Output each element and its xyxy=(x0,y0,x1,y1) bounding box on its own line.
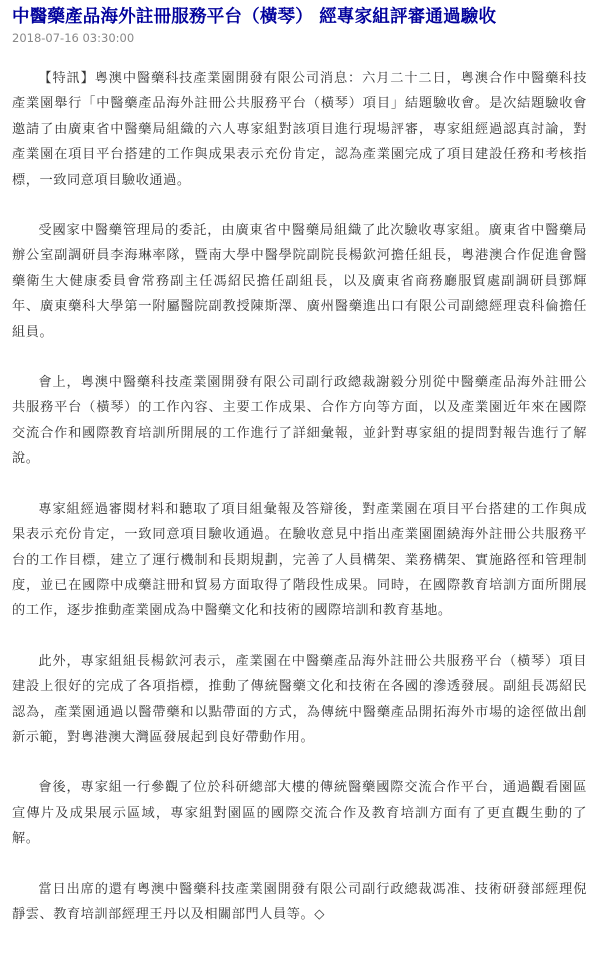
article-body xyxy=(12,66,587,927)
article-paragraph-7: 當日出席的還有粵澳中醫藥科技產業園開發有限公司副行政總裁馮准、技術研發部經理倪靜雲、教育培訓部經理王丹以及相關部門人員等。◇ xyxy=(12,881,587,922)
article-paragraph-5: 此外，專家組組長楊欽河表示，產業園在中醫藥產品海外註冊公共服務平台（橫琴）項目建設上很好的完成了各項指標，推動了傳統醫藥文化和技術在各國的滲透發展。副組長馮紹民認為，產業園通過以醫帶藥和以點帶面的方式，為傳統中醫藥產品開拓海外市場的途徑做出創新示範，對粵港澳大灣區發展起到良好帶動作用。 xyxy=(12,653,587,745)
article-paragraph-3: 會上，粵澳中醫藥科技產業園開發有限公司副行政總裁謝毅分別從中醫藥產品海外註冊公共服務平台（橫琴）的工作內容、主要工作成果、合作方向等方面，以及產業園近年來在國際交流合作和國際教育培訓所開展的工作進行了詳細彙報，並針對專家組的提問對報告進行了解說。 xyxy=(12,375,587,467)
article-paragraph-1: 【特訊】粵澳中醫藥科技產業園開發有限公司消息：六月二十二日，粵澳合作中醫藥科技產業園舉行「中醫藥產品海外註冊公共服務平台（橫琴）項目」結題驗收會。是次結題驗收會邀請了由廣東省中醫藥局組織的六人專家組對該項目進行現場評審，專家組經過認真討論，對產業園在項目平台搭建的工作與成果表示充份肯定，認為產業園完成了項目建設任務和考核指標，一致同意項目驗收通過。 xyxy=(12,71,587,188)
article-paragraph-4: 專家組經過審閱材料和聽取了項目組彙報及答辯後，對產業園在項目平台搭建的工作與成果表示充份肯定，一致同意項目驗收通過。在驗收意見中指出產業園圍繞海外註冊公共服務平台的工作目標，建立了運行機制和長期規劃，完善了人員構架、業務構架、實施路徑和管理制度，並已在國際中成藥註冊和貿易方面取得了階段性成果。同時，在國際教育培訓方面所開展的工作，逐步推動產業園成為中醫藥文化和技術的國際培訓和教育基地。 xyxy=(12,501,587,619)
article-paragraph-6: 會後，專家組一行參觀了位於科研總部大樓的傳統醫藥國際交流合作平台，通過觀看園區宣傳片及成果展示區域，專家組對園區的國際交流合作及教育培訓方面有了更直觀生動的了解。 xyxy=(12,780,587,847)
article-title: 中醫藥產品海外註冊服務平台（橫琴） 經專家組評審通過驗收 xyxy=(12,7,497,27)
article-paragraph-2: 受國家中醫藥管理局的委託，由廣東省中醫藥局組織了此次驗收專家組。廣東省中醫藥局辦公室副調研員李海琳率隊，暨南大學中醫學院副院長楊欽河擔任組長，粵港澳合作促進會醫藥衛生大健康委員會常務副主任馮紹民擔任副組長，以及廣東省商務廳服貿處副調研員鄧輝年、廣東藥科大學第一附屬醫院副教授陳斯澤、廣州醫藥進出口有限公司副總經理袁科倫擔任組員。 xyxy=(12,223,587,340)
article-timestamp: 2018-07-16 03:30:00 xyxy=(12,31,135,45)
